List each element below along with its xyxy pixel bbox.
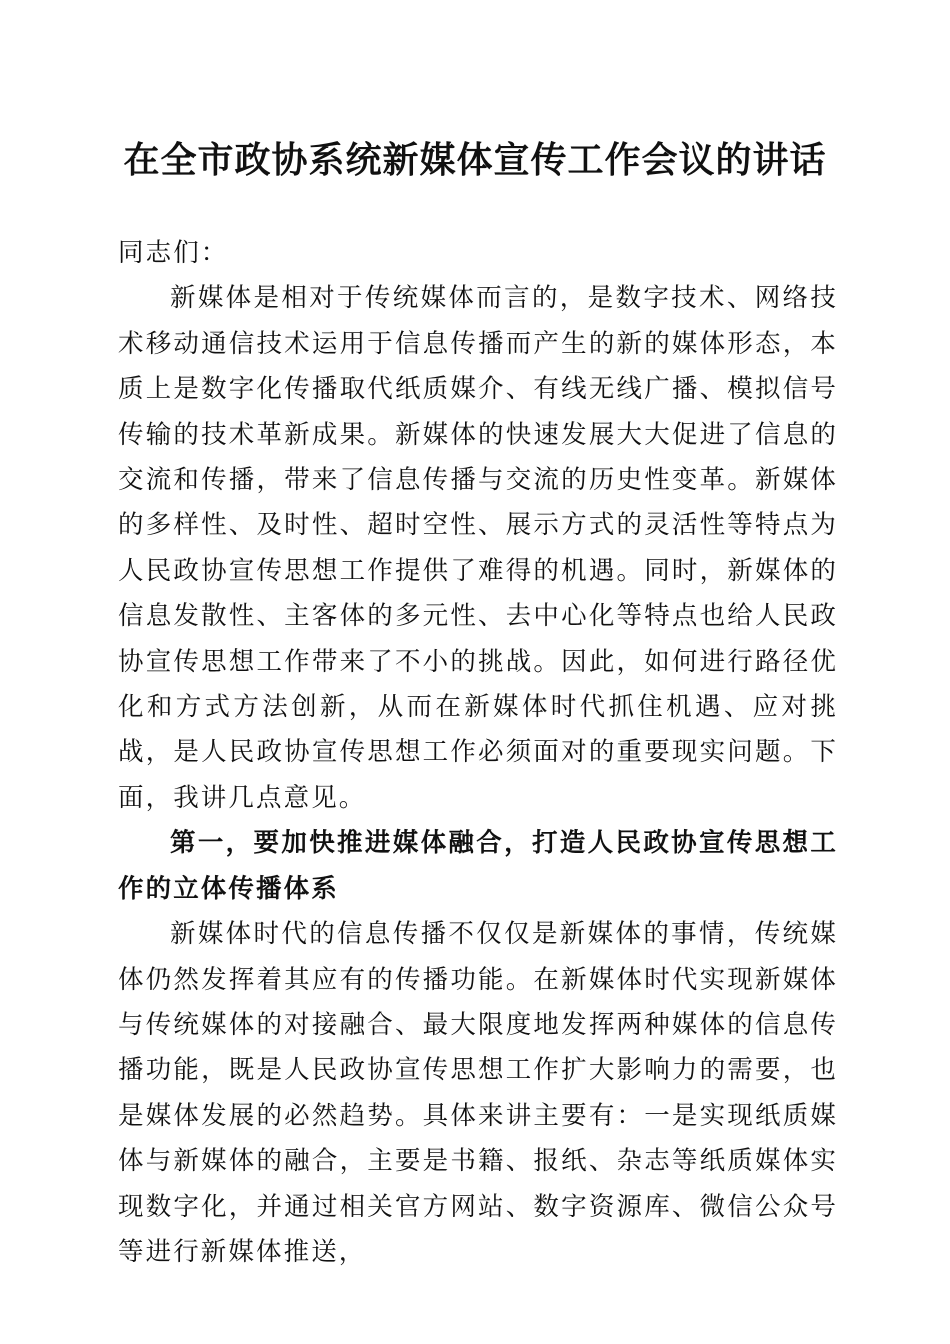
paragraph-intro: 新媒体是相对于传统媒体而言的，是数字技术、网络技术移动通信技术运用于信息传播而产生的新的媒体形态，本质上是数字化传播取代纸质媒介、有线无线广播、模拟信号传输的技术革新成果。新媒体的快速发展大大促进了信息的交流和传播，带来了信息传播与交流的历史性变革。新媒体的多样性、及时性、超时空性、展示方式的灵活性等特点为人民政协宣传思想工作提供了难得的机遇。同时，新媒体的信息发散性、主客体的多元性、去中心化等特点也给人民政协宣传思想工作带来了不小的挑战。因此，如何进行路径优化和方式方法创新，从而在新媒体时代抓住机遇、应对挑战，是人民政协宣传思想工作必须面对的重要现实问题。下面，我讲几点意见。 xyxy=(118,283,838,813)
section-heading-1: 第一，要加快推进媒体融合，打造人民政协宣传思想工作的立体传播体系 xyxy=(118,828,838,904)
paragraph-media-fusion: 新媒体时代的信息传播不仅仅是新媒体的事情，传统媒体仍然发挥着其应有的传播功能。在新媒体时代实现新媒体与传统媒体的对接融合、最大限度地发挥两种媒体的信息传播功能，既是人民政协宣传思想工作扩大影响力的需要，也是媒体发展的必然趋势。具体来讲主要有：一是实现纸质媒体与新媒体的融合，主要是书籍、报纸、杂志等纸质媒体实现数字化，并通过相关官方网站、数字资源库、微信公众号等进行新媒体推送， xyxy=(118,919,838,1267)
document-body xyxy=(118,231,838,1275)
document-title: 在全市政协系统新媒体宣传工作会议的讲话 xyxy=(123,139,827,181)
salutation: 同志们： xyxy=(118,238,229,268)
